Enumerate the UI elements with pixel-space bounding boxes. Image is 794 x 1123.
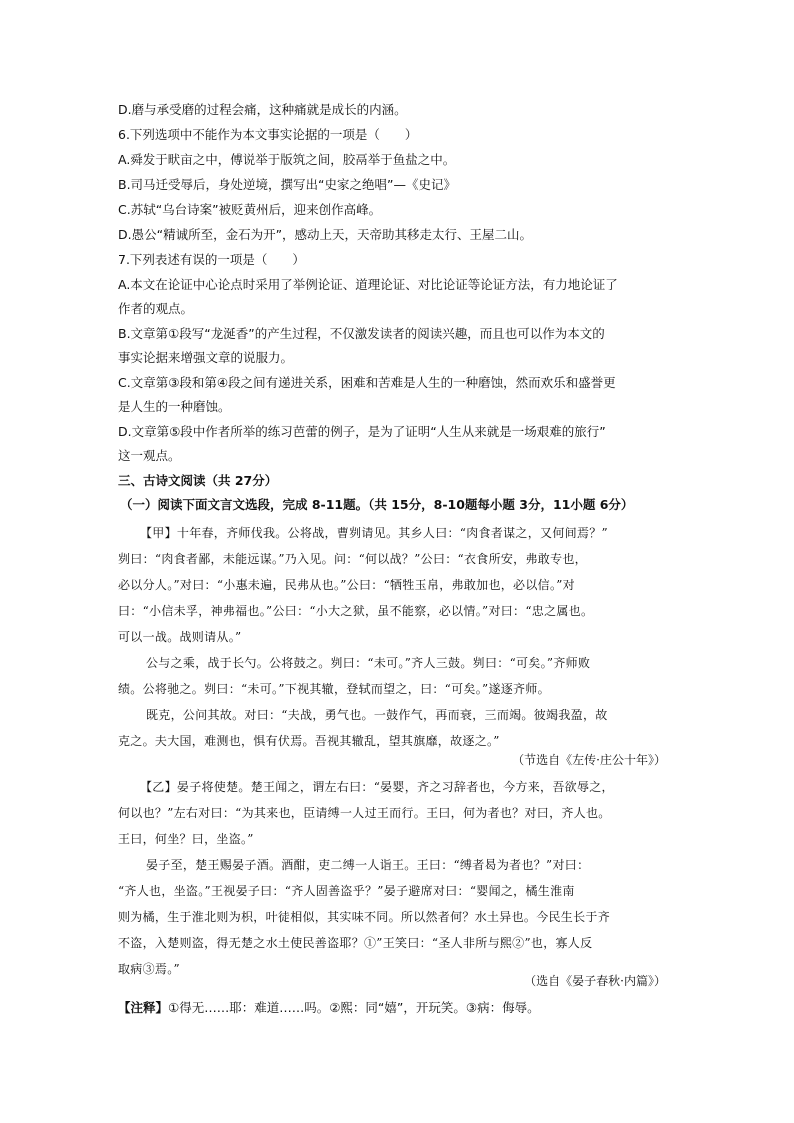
option-7c-cont: 是人生的一种磨蚀。 bbox=[118, 399, 231, 414]
annotation-note bbox=[118, 998, 540, 1018]
passage-b-line: “齐人也，坐盗。”王视晏子曰：“齐人固善盗乎？”晏子避席对曰：“婴闻之，橘生淮南 bbox=[118, 884, 575, 898]
annotation-label: 【注释】 bbox=[118, 1000, 169, 1015]
passage-a-line: 公与之乘，战于长勺。公将鼓之。刿曰：“未可。”齐人三鼓。刿曰：“可矣。”齐师败 bbox=[146, 656, 591, 670]
option-7c: C.文章第③段和第④段之间有递进关系，困难和苦难是人生的一种磨蚀，然而欢乐和盛誉更 bbox=[118, 375, 616, 390]
option-7a-cont: 作者的观点。 bbox=[118, 301, 194, 316]
passage-b-line: 王曰，何坐？曰，坐盗。” bbox=[118, 832, 254, 846]
option-6b: B.司马迁受辱后，身处逆境，撰写出“史家之绝唱”—《史记》 bbox=[118, 177, 457, 192]
passage-a-line: 克之。夫大国，难测也，惧有伏焉。吾视其辙乱，望其旗靡，故逐之。” bbox=[118, 734, 500, 748]
source-citation-a: （节选自《左传·庄公十年》） bbox=[512, 753, 666, 767]
question-7: 7.下列表述有误的一项是（ ） bbox=[118, 252, 305, 267]
passage-a-line: 可以一战。战则请从。” bbox=[118, 630, 242, 644]
option-7d-cont: 这一观点。 bbox=[118, 448, 181, 463]
annotation-note-text: 【注释】①得无……耶：难道……吗。②熙：同“嬉”，开玩笑。③病：侮辱。 bbox=[118, 1000, 540, 1015]
passage-b-line: 则为橘，生于淮北则为枳，叶徒相似，其实味不同。所以然者何？水土异也。今民生长于齐 bbox=[118, 910, 611, 924]
passage-a-line: 刿曰：“肉食者鄙，未能远谋。”乃入见。问：“何以战？”公曰：“衣食所安，弗敢专也， bbox=[118, 552, 587, 566]
option-5d: D.磨与承受磨的过程会痛，这种痛就是成长的内涵。 bbox=[118, 102, 407, 117]
passage-a-line: 既克，公问其故。对曰：“夫战，勇气也。一鼓作气，再而衰，三而竭。彼竭我盈，故 bbox=[146, 708, 608, 722]
source-citation-b: （选自《晏子春秋·内篇》） bbox=[524, 974, 666, 988]
passage-a-line: 必以分人。”对曰：“小惠未遍，民弗从也。”公曰：“牺牲玉帛，弗敢加也，必以信。”对 bbox=[118, 578, 575, 592]
passage-b-line: 【乙】晏子将使楚。楚王闻之，谓左右曰：“晏婴，齐之习辞者也，今方来，吾欲辱之， bbox=[140, 780, 614, 794]
sub-section-heading: （一）阅读下面文言文选段，完成 8-11题。（共 15分，8-10题每小题 3分，11小题 6分） bbox=[120, 497, 634, 512]
option-7a: A.本文在论证中心论点时采用了举例论证、道理论证、对比论证等论证方法，有力地论证了 bbox=[118, 277, 618, 292]
option-6c: C.苏轼“乌台诗案”被贬黄州后，迎来创作高峰。 bbox=[118, 202, 382, 217]
passage-a-line: 曰：“小信未孚，神弗福也。”公曰：“小大之狱，虽不能察，必以情。”对曰：“忠之属也。 bbox=[118, 604, 594, 618]
passage-b-line: 何以也？”左右对曰：“为其来也，臣请缚一人过王而行。王曰，何为者也？对曰，齐人也。 bbox=[118, 806, 611, 820]
section-heading: 三、古诗文阅读（共 27分） bbox=[118, 473, 278, 488]
passage-b-line: 不盗，入楚则盗，得无楚之水土使民善盗耶？①”王笑曰：“圣人非所与熙②”也，寡人反 bbox=[118, 936, 593, 950]
passage-a-line: 【甲】十年春，齐师伐我。公将战，曹刿请见。其乡人曰：“肉食者谋之，又何间焉？” bbox=[140, 526, 608, 540]
option-7d: D.文章第⑤段中作者所举的练习芭蕾的例子，是为了证明“人生从来就是一场艰难的旅行” bbox=[118, 424, 606, 439]
question-6: 6.下列选项中不能作为本文事实论据的一项是（ ） bbox=[118, 127, 418, 142]
option-7b-cont: 事实论据来增强文章的说服力。 bbox=[118, 350, 294, 365]
option-7b: B.文章第①段写“龙涎香”的产生过程，不仅激发读者的阅读兴趣，而且也可以作为本文的 bbox=[118, 326, 605, 341]
option-6d: D.愚公“精诚所至，金石为开”，感动上天，天帝助其移走太行、王屋二山。 bbox=[118, 227, 533, 242]
option-6a: A.舜发于畎亩之中，傅说举于版筑之间，胶鬲举于鱼盐之中。 bbox=[118, 152, 456, 167]
passage-b-line: 晏子至，楚王赐晏子酒。酒酣，吏二缚一人诣王。王曰：“缚者曷为者也？”对曰： bbox=[146, 858, 590, 872]
passage-a-line: 绩。公将驰之。刿曰：“未可。”下视其辙，登轼而望之，曰：“可矣。”遂逐齐师。 bbox=[118, 682, 550, 696]
passage-b-line: 取病③焉。” bbox=[118, 962, 180, 976]
